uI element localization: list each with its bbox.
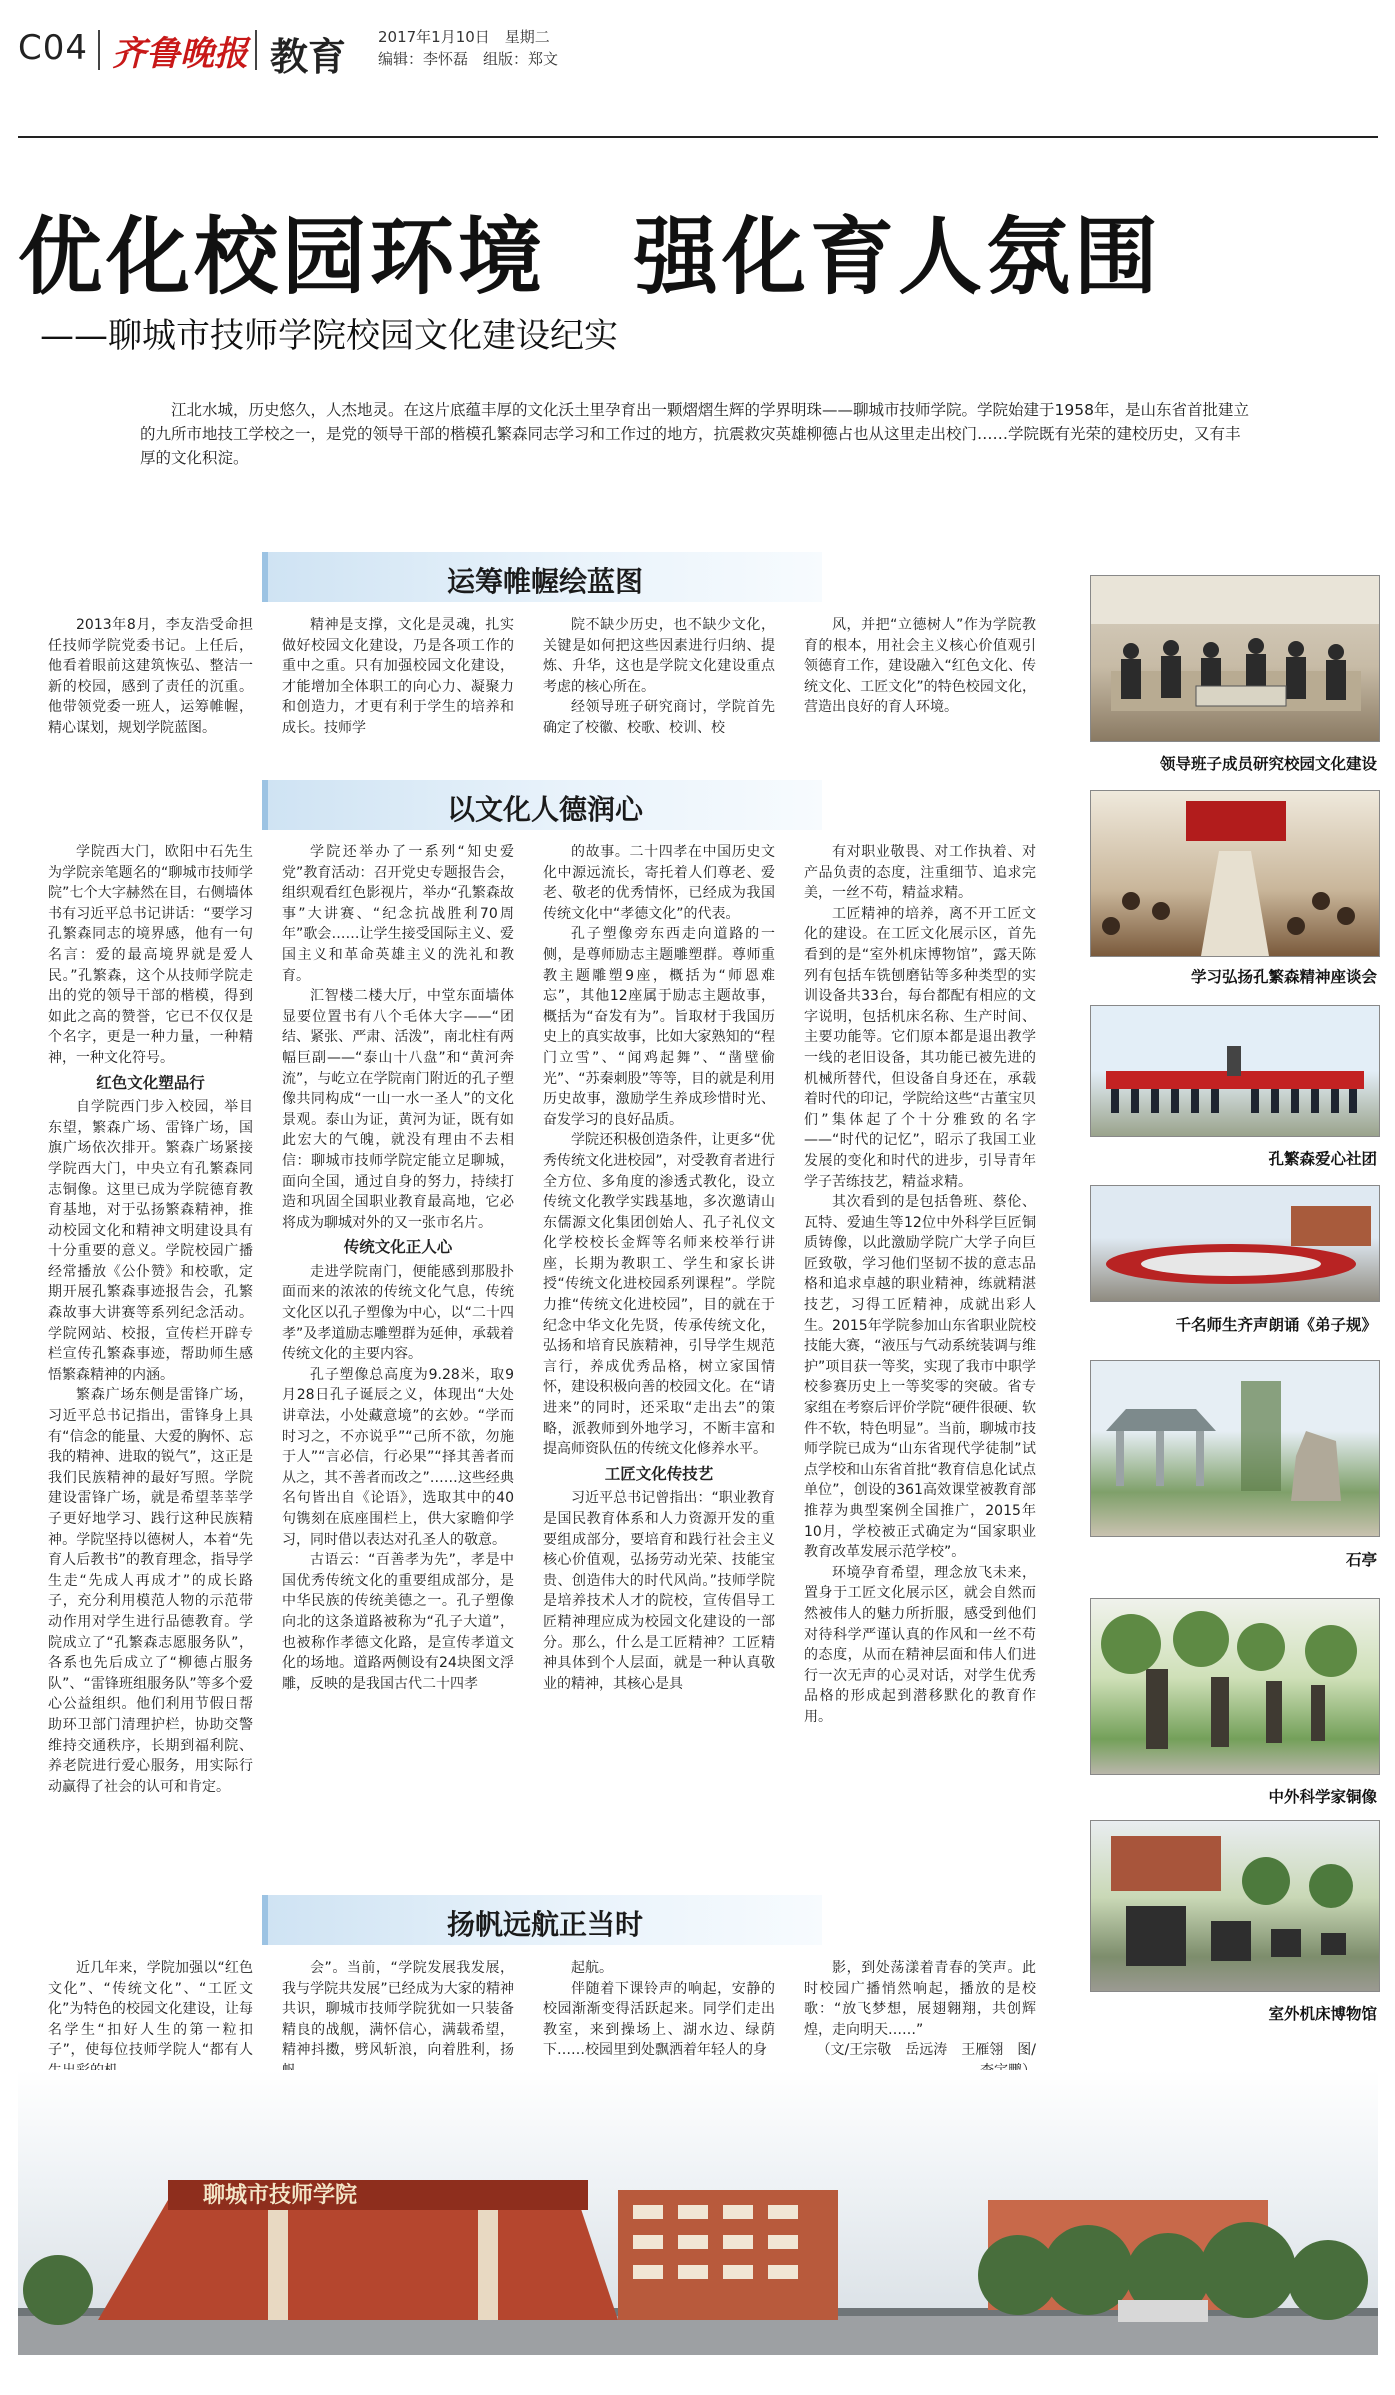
photo-volunteers [1090, 1005, 1380, 1137]
paragraph: 古语云：“百善孝为先”，孝是中国优秀传统文化的重要组成部分，是中华民族的传统美德之一。孔子塑像向北的这条道路被称为“孔子大道”，也被称作孝德文化路，是宣传孝道文化的场地。道路两侧设有24块图文浮雕，反映的是我国古代二十四孝 [282, 1552, 514, 1692]
paragraph: 经领导班子研究商讨，学院首先确定了校徽、校歌、校训、校 [543, 699, 775, 736]
campus-photo [18, 2070, 1378, 2355]
paragraph: 其次看到的是包括鲁班、蔡伦、瓦特、爱迪生等12位中外科学巨匠铜质铸像，以此激励学院广大学子向巨匠致敬，学习他们坚韧不拔的意志品格和追求卓越的职业精神，练就精湛技艺，习得工匠精神，成就出彩人生。2015年学院参加山东省职业院校技能大赛，“液压与气动系统装调与维护”项目获一等奖，实现了我市中职学校参赛历史上一等奖零的突破。省专家组在考察后评价学院“硬件很硬、软件不软，特色明显”。当前，聊城市技师学院已成为“山东省现代学徒制”试点学校和山东省首批“教育信息化试点单位”，创设的361高效课堂被教育部推荐为典型案例全国推广，2015年10月，学校被正式确定为“国家职业教育改革发展示范学校”。 [804, 1194, 1036, 1561]
photo-credit: （文/王宗敬 岳远涛 王雁翎 图/ [816, 2042, 1036, 2059]
paragraph: 影，到处荡漾着青春的笑声。此时校园广播悄然响起，播放的是校歌：“放飞梦想，展翅翱翔，共创辉煌，走向明天……” [804, 1960, 1036, 2038]
photo-caption: 孔繁森爱心社团 [1268, 1150, 1377, 1168]
paragraph: 孔子塑像旁东西走向道路的一侧，是尊师励志主题雕塑群。尊师重教主题雕塑9座，概括为“师恩难忘”，其他12座属于励志主题故事，概括为“奋发有为”。旨取材于我国历史上的真实故事，比如大家熟知的“程门立雪”、“闻鸡起舞”、“凿壁偷光”、“苏秦刺股”等等，目的就是利用历史故事，激励学生养成珍惜时光、奋发学习的良好品质。 [543, 926, 775, 1128]
headline: 优化校园环境 强化育人氛围 [18, 208, 1163, 306]
section-banner [262, 780, 822, 830]
paragraph: 工匠精神的培养，离不开工匠文化的建设。在工匠文化展示区，首先看到的是“室外机床博物馆”，露天陈列有包括车铣刨磨钻等多种类型的实训设备共33台，每台都配有相应的文字说明，包括机床名称、生产时间、主要功能等。它们原本都是退出教学一线的老旧设备，其功能已被先进的机械所替代，但设备自身还在，承载着时代的印记，学院给这些“古董宝贝们”集体起了个十分雅致的名字——“时代的记忆”，昭示了我国工业发展的变化和时代的进步，引导青年学子苦练技艺，精益求精。 [804, 905, 1036, 1190]
article-column [282, 615, 514, 739]
paragraph: 汇智楼二楼大厅，中堂东面墙体显要位置书有八个毛体大字——“团结、紧张、严肃、活泼”，南北柱有两幅巨副——“泰山十八盘”和“黄河奔流”，与屹立在学院南门附近的孔子塑像共同构成“一山一水一圣人”的文化景观。泰山为证，黄河为证，既有如此宏大的气魄，就没有理由不去相信：聊城市技师学院定能立足聊城，面向全国，通过自身的努力，持续打造和巩固全国职业教育最高地，它必将成为聊城对外的又一张市名片。 [282, 988, 514, 1231]
paragraph: 伴随着下课铃声的响起，安静的校园渐渐变得活跃起来。同学们走出教室，来到操场上、湖水边、绿荫下……校园里到处飘洒着年轻人的身 [543, 1980, 775, 2059]
paragraph: 学院还举办了一系列“知史爱党”教育活动：召开党史专题报告会，组织观看红色影视片，举办“孔繁森故事”大讲赛、“纪念抗战胜利70周年”歌会……让学生接受国际主义、爱国主义和革命英雄主义的洗礼和教育。 [282, 844, 514, 984]
photo-seminar [1090, 790, 1380, 957]
paragraph: 的故事。二十四孝在中国历史文化中源远流长，寄托着人们尊老、爱老、敬老的优秀情怀，已经成为我国传统文化中“孝德文化”的代表。 [543, 844, 775, 922]
paragraph: 习近平总书记曾指出：“职业教育是国民教育体系和人力资源开发的重要组成部分，要培育和践行社会主义核心价值观，弘扬劳动光荣、技能宝贵、创造伟大的时代风尚。”技师学院是培养技术人才的院校，宣传倡导工匠精神理应成为校园文化建设的一部分。那么，什么是工匠精神？工匠精神具体到个人层面，就是一种认真敬业的精神，其核心是具 [543, 1490, 775, 1692]
masthead-divider [255, 30, 257, 70]
photo-caption: 中外科学家铜像 [1268, 1788, 1377, 1806]
article-column [804, 1958, 1036, 2082]
machines-illustration [1091, 1821, 1379, 1991]
section-title: 运筹帷幄绘蓝图 [446, 565, 643, 598]
paragraph: 精神是支撑，文化是灵魂，扎实做好校园文化建设，乃是各项工作的重中之重。只有加强校园文化建设，才能增加全体职工的向心力、凝聚力和创造力，才更有利于学生的培养和成长。技师学 [282, 617, 514, 736]
pavilion-illustration [1091, 1361, 1379, 1536]
paragraph: 自学院西门步入校园，举目东望，繁森广场、雷锋广场，国旗广场依次排开。繁森广场紧接学院西大门，中央立有孔繁森同志铜像。这里已成为学院德育教育基地，对于弘扬繁森精神，推动校园文化和精神文明建设具有十分重要的意义。学院校园广播经常播放《公仆赞》和校歌，定期开展孔繁森事迹报告会，孔繁森故事大讲赛等系列纪念活动。学院网站、校报，宣传栏开辟专栏宣传孔繁森事迹，帮助师生感悟繁森精神的内涵。 [48, 1099, 253, 1383]
article-column [804, 615, 1036, 718]
photo-machines [1090, 1820, 1380, 1992]
recitation-illustration [1091, 1186, 1379, 1301]
photo-caption: 领导班子成员研究校园文化建设 [1159, 755, 1377, 773]
photo-recitation [1090, 1185, 1380, 1302]
article-column [543, 842, 775, 1694]
masthead-rule [18, 136, 1378, 138]
paragraph: 2013年8月，李友浩受命担任技师学院党委书记。上任后，他看着眼前这建筑恢弘、整洁一新的校园，感到了责任的沉重。他带领党委一班人，运筹帷幄，精心谋划，规划学院蓝图。 [48, 617, 253, 736]
section-banner [262, 1895, 822, 1945]
article-column [543, 615, 775, 739]
seminar-illustration [1091, 791, 1379, 956]
page-number: C04 [18, 28, 89, 68]
paragraph: 起航。 [571, 1960, 613, 1976]
volunteers-illustration [1091, 1006, 1379, 1136]
paragraph: 风，并把“立德树人”作为学院教育的根本，用社会主义核心价值观引领德育工作，建设融入“红色文化、传统文化、工匠文化”的特色校园文化，营造出良好的育人环境。 [804, 617, 1036, 716]
photo-caption: 学习弘扬孔繁森精神座谈会 [1190, 968, 1377, 986]
paragraph: 孔子塑像总高度为9.28米，取9月28日孔子诞辰之义，体现出“大处讲章法，小处藏意境”的玄妙。“学而时习之，不亦说乎”“己所不欲，勿施于人”“言必信，行必果”“择其善者而从之，其不善者而改之”……这些经典名句皆出自《论语》，选取其中的40句镌刻在底座围栏上，供大家瞻仰学习，同时借以表达对孔圣人的敬意。 [282, 1366, 514, 1548]
paragraph: 学院还积极创造条件，让更多“优秀传统文化进校园”，对受教育者进行全方位、多角度的渗透式教化，设立传统文化教学实践基地，多次邀请山东儒源文化集团创始人、孔子礼仪文化学校校长金辉等名师来校举行讲座，长期为教职工、学生和家长讲授“传统文化进校园系列课程”。学院力推“传统文化进校园”，目的就在于纪念中华文化先贤，传承传统文化，弘扬和培育民族精神，引导学生规范言行，养成优秀品格，树立家国情怀，建设积极向善的校园文化。在“请进来”的同时，还采取“走出去”的策略，派教师到外地学习，不断丰富和提高师资队伍的传统文化修养水平。 [543, 1132, 775, 1458]
campus-illustration [18, 2070, 1378, 2355]
paragraph: 院不缺少历史，也不缺少文化，关键是如何把这些因素进行归纳、提炼、升华，这也是学院文化建设重点考虑的核心所在。 [543, 617, 775, 695]
article-column [282, 842, 514, 1694]
masthead-divider [98, 30, 100, 70]
paragraph: 有对职业敬畏、对工作执着、对产品负责的态度，注重细节、追求完美，一丝不苟，精益求精。 [804, 844, 1036, 902]
photo-pavilion [1090, 1360, 1380, 1537]
paragraph: 会”。当前，“学院发展我发展，我与学院共发展”已经成为大家的精神共识，聊城市技师学院犹如一只装备精良的战舰，满怀信心，满载希望，精神抖擞，劈风斩浪，向着胜利，扬 [282, 1960, 514, 2059]
article-column [543, 1958, 775, 2061]
paragraph: 学院西大门，欧阳中石先生为学院亲笔题名的“聊城市技师学院”七个大字赫然在目，右侧墙体书有习近平总书记讲话：“要学习孔繁森同志的境界感，他有一句名言：爱的最高境界就是爱人民。”孔繁森，这个从技师学院走出的党的领导干部的楷模，得到如此之高的赞誉，它已不仅仅是个名字，更是一种力量，一种精神，一种文化符号。 [48, 844, 253, 1066]
paragraph: 环境孕育希望，理念放飞未来，置身于工匠文化展示区，就会自然而然被伟人的魅力所折服，感受到他们对待科学严谨认真的作风和一丝不苟的态度，从而在精神层面和伟人们进行一次无声的心灵对话，对学生优秀品格的形成起到潜移默化的教育作用。 [804, 1564, 1036, 1725]
photo-meeting [1090, 575, 1380, 742]
article-column [804, 842, 1036, 1728]
subheading: 工匠文化传技艺 [604, 1464, 714, 1483]
section-title: 扬帆远航正当时 [446, 1908, 643, 1941]
photo-caption: 石亭 [1345, 1551, 1377, 1569]
section-name: 教育 [270, 35, 347, 79]
statues-illustration [1091, 1599, 1379, 1774]
article-column [48, 1958, 253, 2082]
paragraph: 走进学院南门，便能感到那股扑面而来的浓浓的传统文化气息，传统文化区以孔子塑像为中心，以“二十四孝”及孝道励志雕塑群为延伸，承载着传统文化的主要内容。 [282, 1263, 514, 1363]
paragraph: 繁森广场东侧是雷锋广场，习近平总书记指出，雷锋身上具有“信念的能量、大爱的胸怀、忘我的精神、进取的锐气”，这正是我们民族精神的最好写照。学院建设雷锋广场，就是希望莘莘学子更好地学习、践行这种民族精神。学院坚持以德树人，本着“先育人后教书”的教育理念，指导学生走“先成人再成才”的成长路子，充分利用模范人物的示范带动作用对学生进行品德教育。学院成立了“孔繁森志愿服务队”，各系也先后成立了“柳德占服务队”、“雷锋班组服务队”等多个爱心公益组织。他们利用节假日帮助环卫部门清理护栏，协助交警维持交通秩序，长期到福利院、养老院进行爱心服务，用实际行动赢得了社会的认可和肯定。 [48, 1387, 253, 1795]
paragraph: 近几年来，学院加强以“红色文化”、“传统文化”、“工匠文化”为特色的校园文化建设，让每名学生“扣好人生的第一粒扣子”，使每位技师学院人“都有人 [48, 1960, 253, 2059]
subheading: 红色文化塑品行 [96, 1073, 205, 1092]
editor-line: 编辑：李怀磊 组版：郑文 [378, 50, 559, 68]
newspaper-logo: 齐鲁晚报 [112, 34, 248, 74]
photo-caption: 千名师生齐声朗诵《弟子规》 [1175, 1316, 1377, 1334]
campus-sign: 聊城市技师学院 [203, 2182, 358, 2208]
subheadline: ——聊城市技师学院校园文化建设纪实 [40, 316, 618, 356]
article-column [48, 615, 253, 739]
date-line: 2017年1月10日 星期二 [378, 28, 550, 46]
photo-statues [1090, 1598, 1380, 1775]
article-column [282, 1958, 514, 2082]
section-banner [262, 552, 822, 602]
article-column [48, 842, 253, 1797]
lead-paragraph: 江北水城，历史悠久，人杰地灵。在这片底蕴丰厚的文化沃土里孕育出一颗熠熠生辉的学界明珠——聊城市技师学院。学院始建于1958年，是山东省首批建立的九所市地技工学校之一，是党的领导干部的楷模孔繁森同志学习和工作过的地方，抗震救灾英雄柳德占也从这里走出校门……学院既有光荣的建校历史，又有丰厚的文化积淀。 [140, 401, 1249, 467]
meeting-illustration [1091, 576, 1379, 741]
subheading: 传统文化正人心 [343, 1238, 453, 1257]
photo-caption: 室外机床博物馆 [1268, 2005, 1377, 2023]
section-title: 以文化人德润心 [446, 793, 643, 826]
